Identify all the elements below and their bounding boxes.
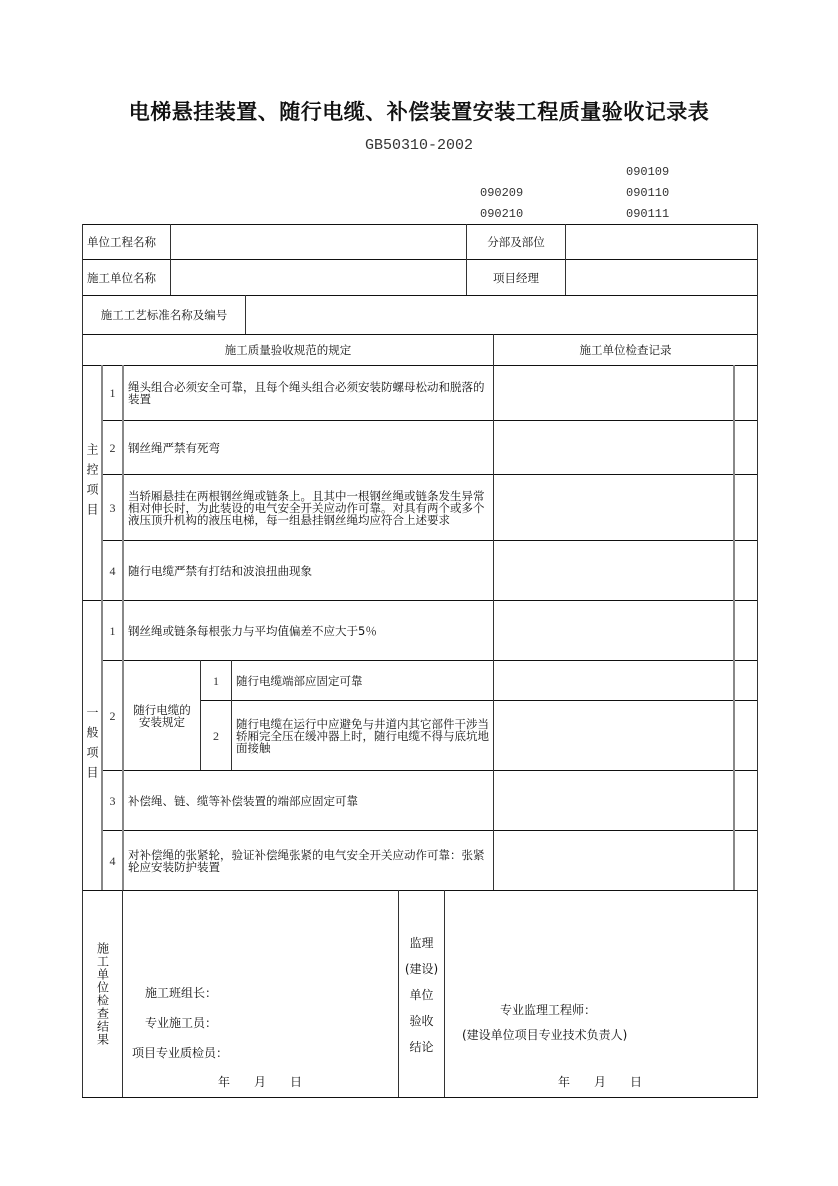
inspector-signature[interactable]: 项目专业质检员： [132,1046,229,1060]
unit-project-label: 单位工程名称 [87,235,156,249]
general-item-2-no: 2 [109,708,116,723]
general-item-3-no: 3 [109,793,116,808]
main-item-1-text: 绳头组合必须安全可靠，且每个绳头组合必须安装防螺母松动和脱落的装置 [128,380,485,406]
sub-part-field[interactable] [566,225,757,259]
main-item-4-record[interactable] [494,541,733,600]
general-items-group-label: 一般项目 [85,705,99,786]
code-090210: 090210 [480,207,524,221]
form-title: 电梯悬挂装置、随行电缆、补偿装置安装工程质量验收记录表 [128,99,710,124]
process-std-field[interactable] [246,296,757,334]
general-item-2-2-text: 随行电缆在运行中应避免与井道内其它部件干涉当轿厢完全压在缓冲器上时，随行电缆不得与底坑地面接触 [236,716,489,755]
spec-column-header: 施工质量验收规范的规定 [224,343,352,357]
main-item-4-no: 4 [109,563,116,578]
main-item-1-record[interactable] [494,366,733,420]
supervisor-label-line-4: 验收 [409,1014,434,1028]
record-column-header: 施工单位检查记录 [579,343,672,357]
supervisor-date[interactable]: 年 月 日 [557,1075,642,1089]
general-item-1-record[interactable] [494,601,733,660]
general-item-4-no: 4 [109,853,116,868]
main-item-2-text: 钢丝绳严禁有死弯 [128,440,220,455]
main-item-4-text: 随行电缆严禁有打结和波浪扭曲现象 [128,563,312,578]
general-item-1-no: 1 [109,623,116,638]
code-090209: 090209 [480,186,524,200]
team-leader-signature[interactable]: 施工班组长： [145,986,218,1000]
general-item-3-record[interactable] [494,771,733,830]
main-item-3-record[interactable] [494,475,733,540]
general-item-2-label: 随行电缆的安装规定 [133,702,191,729]
general-item-2-2-record[interactable] [494,701,733,770]
contractor-result-label: 施工单位检查结果 [95,942,110,1046]
supervisor-label-line-1: 监理 [409,936,434,950]
main-items-group-label: 主控项目 [85,443,99,523]
manager-field[interactable] [566,260,757,295]
general-item-4-text: 对补偿绳的张紧轮，验证补偿绳张紧的电气安全开关应动作可靠：张紧轮应安装防护装置 [128,847,485,874]
general-item-2-2-no: 2 [213,728,219,743]
standard-code: GB50310-2002 [364,137,474,154]
main-item-3-no: 3 [109,500,116,515]
general-item-2-1-record[interactable] [494,661,733,700]
supervisor-engineer-signature[interactable]: 专业监理工程师： [500,1003,597,1017]
main-item-1-no: 1 [109,386,116,400]
process-std-label: 施工工艺标准名称及编号 [100,308,228,322]
general-item-2-1-no: 1 [213,673,219,688]
code-090110: 090110 [626,186,670,200]
contractor-label: 施工单位名称 [87,270,156,285]
main-item-3-text: 当轿厢悬挂在两根钢丝绳或链条上。且其中一根钢丝绳或链条发生异常相对伸长时，为此装设的电气安全开关应动作可靠。对具有两个或多个液压顶升机构的液压电梯，每一组悬挂钢丝绳均应符合上述要求 [128,488,485,527]
code-090111: 090111 [626,207,670,221]
general-item-3-text: 补偿绳、链、缆等补偿装置的端部应固定可靠 [128,793,358,808]
contractor-date[interactable]: 年 月 日 [217,1075,302,1089]
supervisor-label-line-2: (建设) [404,962,439,976]
main-item-2-no: 2 [109,440,116,455]
code-090109: 090109 [626,165,670,179]
owner-representative-label: (建设单位项目专业技术负责人) [462,1028,628,1042]
contractor-field[interactable] [171,260,466,295]
supervisor-label-line-3: 单位 [409,988,434,1002]
main-item-2-record[interactable] [494,421,733,474]
manager-label: 项目经理 [493,270,539,285]
sub-part-label: 分部及部位 [487,235,545,249]
supervisor-label-line-5: 结论 [409,1040,434,1054]
general-item-4-record[interactable] [494,831,733,890]
general-item-1-text: 钢丝绳或链条每根张力与平均值偏差不应大于5％ [128,623,377,638]
unit-project-field[interactable] [171,225,466,259]
general-item-2-1-text: 随行电缆端部应固定可靠 [236,673,363,688]
specialist-signature[interactable]: 专业施工员： [145,1016,218,1030]
supervisor-conclusion-label [399,930,444,1060]
